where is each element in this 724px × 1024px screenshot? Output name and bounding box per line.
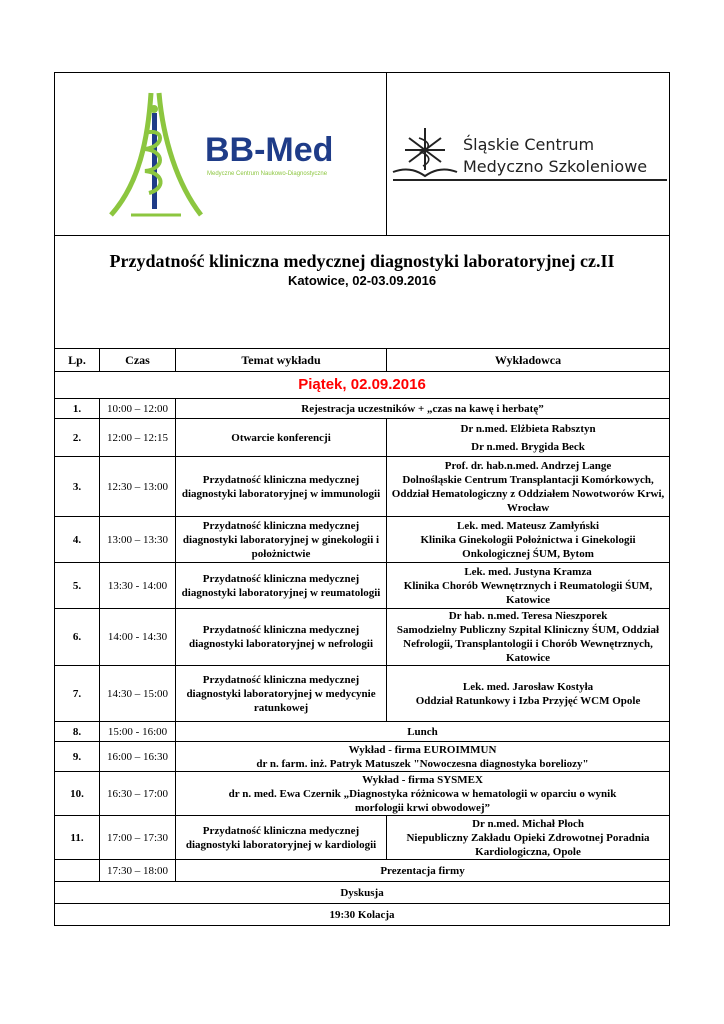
row-lp — [55, 860, 100, 882]
row-time: 14:30 – 15:00 — [100, 666, 176, 722]
row-lp: 7. — [55, 666, 100, 722]
table-row — [55, 816, 670, 860]
page-title: Przydatność kliniczna medycznej diagnostyki laboratoryjnej cz.II — [109, 251, 615, 271]
table-row — [55, 457, 670, 517]
row-time: 17:30 – 18:00 — [100, 860, 176, 882]
day-heading: Piątek, 02.09.2016 — [55, 372, 670, 399]
row-merged — [176, 742, 670, 772]
row-lecturer — [387, 457, 670, 517]
row-merged — [176, 772, 670, 816]
bb-med-wordmark: BB-Med — [204, 131, 333, 169]
row-lecturer — [387, 666, 670, 722]
table-row — [55, 860, 670, 882]
lecturer-name: Dr hab. n.med. Teresa Nieszporek — [448, 610, 608, 622]
row-topic: Przydatność kliniczna medycznej diagnostyki laboratoryjnej w nefrologii — [176, 609, 387, 666]
lecturer-affiliation: Samodzielny Publiczny Szpital Kliniczny ŚUM, Oddział Nefrologii, Transplantologii i Chorób Wewnętrznych, Katowice — [396, 624, 660, 664]
lecturer-affiliation: Klinika Ginekologii Położnictwa i Ginekologii Onkologicznej ŚUM, Bytom — [420, 533, 636, 560]
row-time: 13:30 - 14:00 — [100, 563, 176, 609]
col-lecturer: Wykładowca — [387, 349, 670, 372]
row-topic: Przydatność kliniczna medycznej diagnostyki laboratoryjnej w kardiologii — [176, 816, 387, 860]
row-lp: 8. — [55, 722, 100, 742]
lecturer-name: Dr n.med. Brygida Beck — [471, 440, 585, 453]
row-lecturer — [387, 563, 670, 609]
agenda-document — [54, 72, 669, 926]
lecturer-name: Lek. med. Justyna Kramza — [464, 565, 592, 578]
merged-line: Wykład - firma EUROIMMUN — [348, 743, 497, 756]
agenda-table — [54, 72, 670, 926]
table-row — [55, 722, 670, 742]
row-time: 16:30 – 17:00 — [100, 772, 176, 816]
row-lecturer — [387, 609, 670, 666]
dinner-row: 19:30 Kolacja — [55, 904, 670, 926]
row-merged: Rejestracja uczestników + „czas na kawę i herbatę” — [176, 399, 670, 419]
lecturer-name: Dr n.med. Michał Płoch — [472, 817, 584, 830]
row-time: 14:00 - 14:30 — [100, 609, 176, 666]
row-time: 17:00 – 17:30 — [100, 816, 176, 860]
table-row — [55, 399, 670, 419]
row-lecturer — [387, 816, 670, 860]
discussion-row: Dyskusja — [55, 882, 670, 904]
col-lp: Lp. — [55, 349, 100, 372]
row-time: 16:00 – 16:30 — [100, 742, 176, 772]
table-row — [55, 517, 670, 563]
row-lp: 5. — [55, 563, 100, 609]
scms-logo-cell — [387, 73, 670, 236]
lecturer-name: Lek. med. Jarosław Kostyła — [462, 680, 594, 693]
lecturer-name: Prof. dr. hab.n.med. Andrzej Lange — [444, 459, 612, 472]
table-row — [55, 419, 670, 457]
row-topic: Przydatność kliniczna medycznej diagnostyki laboratoryjnej w medycynie ratunkowej — [176, 666, 387, 722]
row-lp: 9. — [55, 742, 100, 772]
row-time: 12:30 – 13:00 — [100, 457, 176, 517]
lecturer-affiliation: Dolnośląskie Centrum Transplantacji Komórkowych, Oddział Hematologiczny z Oddziałem Nowotworów Krwi, Wrocław — [391, 473, 665, 514]
scms-line-2: Medyczno Szkoleniowe — [463, 157, 648, 176]
row-merged: Lunch — [176, 722, 670, 742]
lecturer-name: Lek. med. Mateusz Zamłyński — [456, 519, 600, 532]
row-topic: Przydatność kliniczna medycznej diagnostyki laboratoryjnej w reumatologii — [176, 563, 387, 609]
row-topic: Otwarcie konferencji — [176, 419, 387, 457]
lecturer-affiliation: Klinika Chorób Wewnętrznych i Reumatologii ŚUM, Katowice — [403, 579, 653, 606]
title-cell — [55, 236, 670, 349]
bb-med-tagline: Medyczne Centrum Naukowo-Diagnostyczne — [206, 171, 327, 177]
row-time: 12:00 – 12:15 — [100, 419, 176, 457]
col-topic: Temat wykładu — [176, 349, 387, 372]
row-lp: 10. — [55, 772, 100, 816]
lecturer-affiliation: Niepubliczny Zakładu Opieki Zdrowotnej Poradnia Kardiologiczna, Opole — [406, 831, 650, 858]
page-subtitle: Katowice, 02-03.09.2016 — [287, 273, 437, 288]
table-row — [55, 742, 670, 772]
row-lp: 6. — [55, 609, 100, 666]
row-time: 15:00 - 16:00 — [100, 722, 176, 742]
table-row — [55, 609, 670, 666]
row-time: 13:00 – 13:30 — [100, 517, 176, 563]
row-topic: Przydatność kliniczna medycznej diagnostyki laboratoryjnej w immunologii — [176, 457, 387, 517]
row-time: 10:00 – 12:00 — [100, 399, 176, 419]
bb-med-logo — [101, 89, 341, 219]
row-lecturer — [387, 419, 670, 457]
table-row — [55, 563, 670, 609]
merged-line: dr n. med. Ewa Czernik „Diagnostyka różnicowa w hematologii w oparciu o wynik morfologii krwi obwodowej” — [228, 787, 617, 814]
lecturer-name: Dr n.med. Elżbieta Rabsztyn — [460, 422, 596, 435]
row-lp: 11. — [55, 816, 100, 860]
scms-logo — [389, 124, 669, 184]
row-lp: 4. — [55, 517, 100, 563]
col-time: Czas — [100, 349, 176, 372]
row-merged: Prezentacja firmy — [176, 860, 670, 882]
lecturer-affiliation: Oddział Ratunkowy i Izba Przyjęć WCM Opole — [415, 694, 641, 707]
row-topic: Przydatność kliniczna medycznej diagnostyki laboratoryjnej w ginekologii i położnictwie — [176, 517, 387, 563]
scms-line-1: Śląskie Centrum — [463, 135, 595, 154]
merged-line: dr n. farm. inż. Patryk Matuszek "Nowoczesna diagnostyka boreliozy" — [256, 757, 589, 770]
table-header — [55, 349, 670, 372]
row-lecturer — [387, 517, 670, 563]
merged-line: Wykład - firma SYSMEX — [362, 773, 483, 786]
row-lp: 2. — [55, 419, 100, 457]
row-lp: 1. — [55, 399, 100, 419]
table-row — [55, 772, 670, 816]
row-lp: 3. — [55, 457, 100, 517]
table-row — [55, 666, 670, 722]
bb-med-logo-cell — [55, 73, 387, 236]
